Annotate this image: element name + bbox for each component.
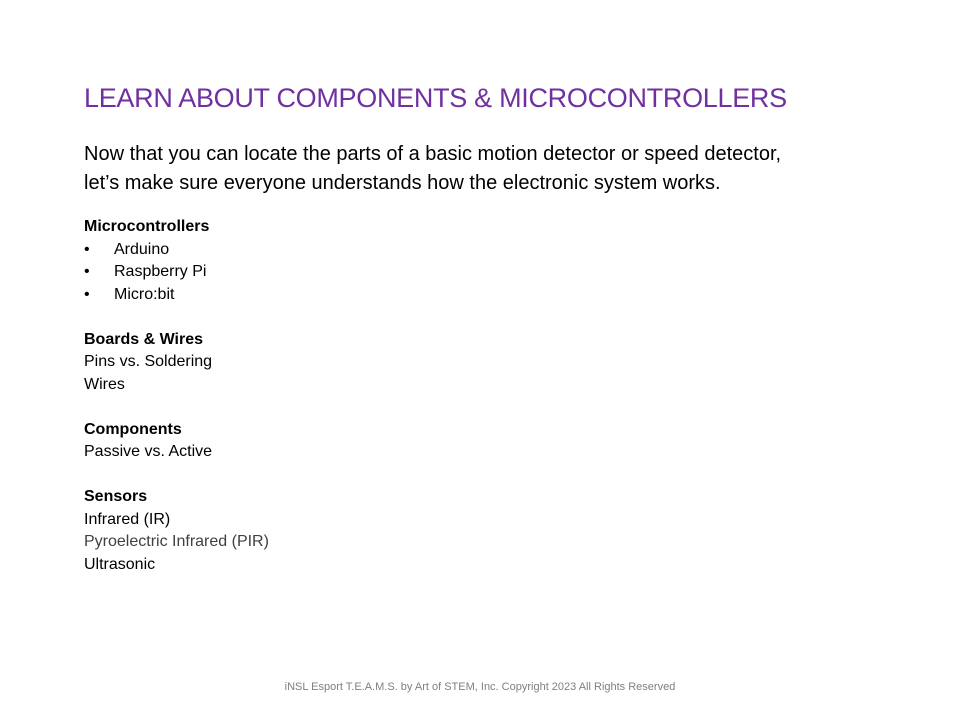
section-sensors: [84, 486, 684, 576]
section-boards-wires: [84, 329, 684, 397]
intro-line: Now that you can locate the parts of a basic motion detector or speed detector,: [84, 143, 782, 165]
section-heading: Boards & Wires: [84, 330, 203, 348]
bullet-item-arduino: [84, 239, 684, 262]
section-microcontrollers: [84, 216, 684, 306]
bullet-text: Micro:bit: [114, 285, 175, 303]
intro-line: let’s make sure everyone understands how the electronic system works.: [84, 172, 721, 194]
section-heading: Sensors: [84, 488, 148, 505]
bullet-text: Raspberry Pi: [114, 263, 207, 280]
text-line: Ultrasonic: [84, 555, 156, 573]
text-line: Wires: [84, 375, 125, 393]
intro-paragraph: [84, 140, 904, 198]
bullet-item-microbit: [84, 284, 684, 307]
section-components: [84, 419, 684, 464]
text-line: Pins vs. Soldering: [84, 353, 213, 370]
text-line: Pyroelectric Infrared (PIR): [84, 533, 269, 550]
slide-title: LEARN ABOUT COMPONENTS & MICROCONTROLLERS: [84, 83, 787, 113]
section-heading: Components: [84, 420, 182, 438]
text-line: Passive vs. Active: [84, 443, 213, 460]
content-body: [84, 216, 684, 599]
text-line: Infrared (IR): [84, 510, 171, 528]
bullet-text: Arduino: [114, 240, 170, 258]
footer-copyright: iNSL Esport T.E.A.M.S. by Art of STEM, Inc. Copyright 2023 All Rights Reserved: [284, 681, 676, 693]
bullet-icon: •: [84, 285, 90, 303]
section-heading: Microcontrollers: [84, 218, 210, 235]
bullet-icon: •: [84, 263, 90, 280]
bullet-item-raspberry-pi: [84, 261, 684, 284]
bullet-icon: •: [84, 240, 90, 258]
